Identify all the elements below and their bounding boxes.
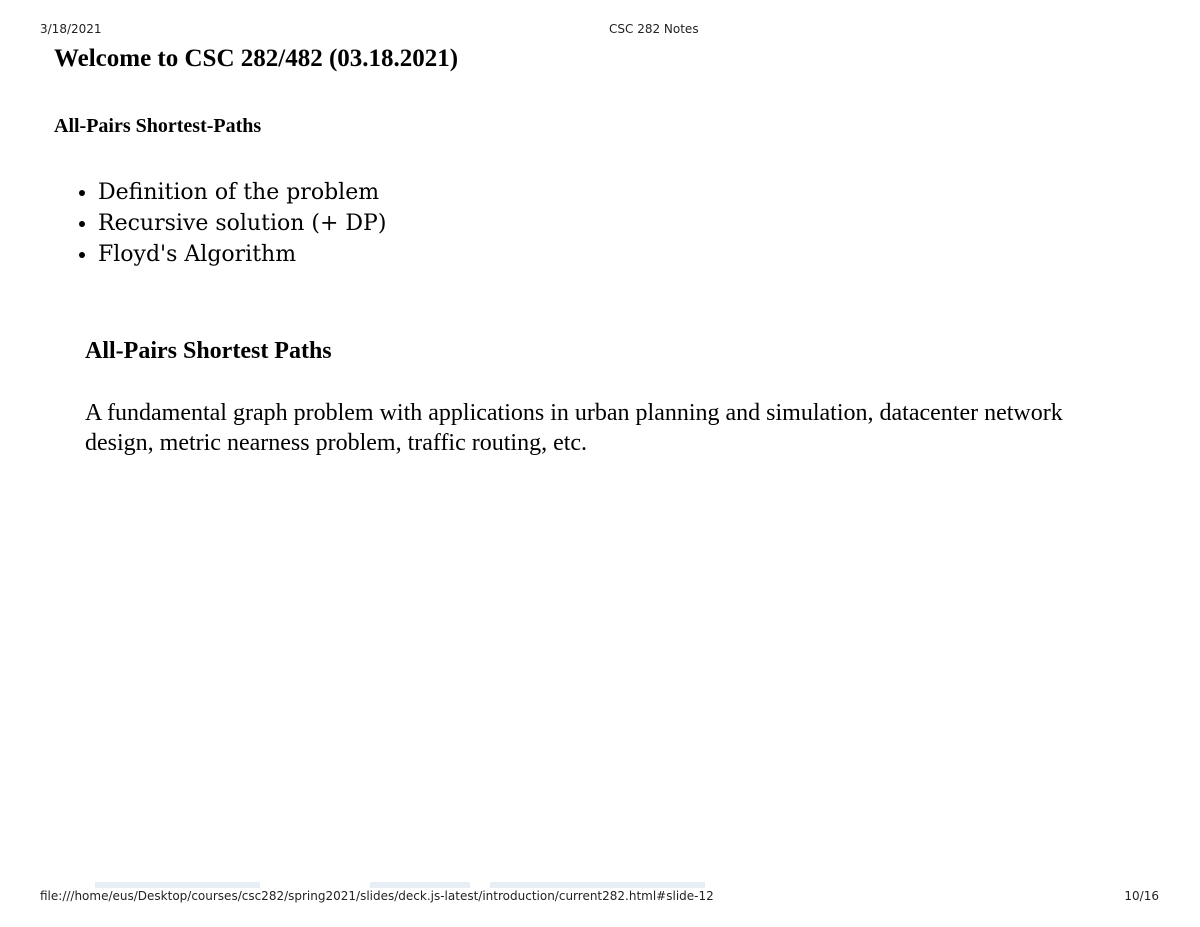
faded-overlap-strip xyxy=(95,882,260,888)
agenda-item-recursive-solution: • Recursive solution (+ DP) xyxy=(98,208,386,239)
agenda-item-floyds-algorithm: • Floyd's Algorithm xyxy=(98,239,386,270)
print-header xyxy=(0,22,1200,38)
section-heading: All-Pairs Shortest-Paths xyxy=(54,115,262,137)
print-document-title: CSC 282 Notes xyxy=(609,22,699,36)
agenda-list xyxy=(72,177,386,270)
faded-overlap-strip xyxy=(370,882,470,888)
page-number: 10/16 xyxy=(1124,889,1159,903)
page-title: Welcome to CSC 282/482 (03.18.2021) xyxy=(54,45,459,72)
print-date: 3/18/2021 xyxy=(40,22,102,36)
print-source-url: file:///home/eus/Desktop/courses/csc282/spring2021/slides/deck.js-latest/introduction/current282.html#slide-12 xyxy=(40,889,714,903)
slide-heading: All-Pairs Shortest Paths xyxy=(85,338,332,364)
slide-body-text: A fundamental graph problem with applications in urban planning and simulation, datacenter network design, metric nearness problem, traffic routing, etc. xyxy=(85,400,1063,456)
faded-overlap-strip xyxy=(490,882,705,888)
print-footer xyxy=(0,889,1200,905)
agenda-item-definition: • Definition of the problem xyxy=(98,177,386,208)
